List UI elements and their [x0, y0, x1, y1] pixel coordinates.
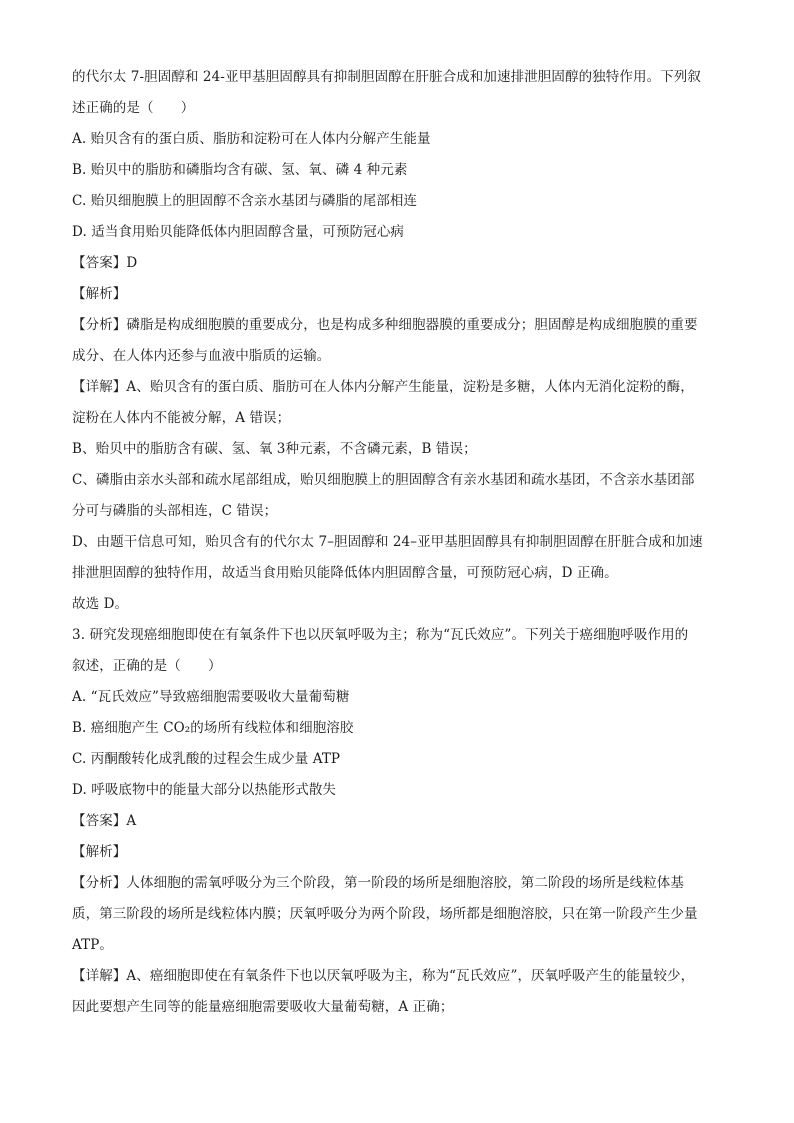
question-3-stem: 叙述，正确的是（ ）: [72, 658, 222, 674]
option-a: A. “瓦氏效应”导致癌细胞需要吸收大量葡萄糖: [72, 689, 350, 705]
conclusion-text: 故选 D。: [72, 596, 129, 612]
analysis-text: 【分析】磷脂是构成细胞膜的重要成分，也是构成多种细胞器膜的重要成分；胆固醇是构成细胞膜的重要: [72, 317, 698, 333]
option-a: A. 贻贝含有的蛋白质、脂肪和淀粉可在人体内分解产生能量: [72, 131, 431, 147]
detail-text: 淀粉在人体内不能被分解，A 错误；: [72, 410, 291, 426]
document-page: [72, 62, 722, 1023]
answer-label: 【答案】A: [72, 813, 137, 829]
detail-text: B、贻贝中的脂肪含有碳、氢、氧 3种元素，不含磷元素，B 错误；: [72, 441, 477, 457]
answer-label: 【答案】D: [72, 255, 138, 271]
option-c: C. 丙酮酸转化成乳酸的过程会生成少量 ATP: [72, 751, 341, 767]
detail-text: 排泄胆固醇的独特作用，故适当食用贻贝能降低体内胆固醇含量，可预防冠心病，D 正确。: [72, 565, 618, 581]
text-line: 述正确的是（ ）: [72, 100, 195, 116]
option-d: D. 呼吸底物中的能量大部分以热能形式散失: [72, 782, 337, 798]
text-line: 的代尔太 7-胆固醇和 24-亚甲基胆固醇具有抑制胆固醇在肝脏合成和加速排泄胆固醇的独特作用。下列叙: [72, 69, 701, 85]
detail-text: 【详解】A、癌细胞即使在有氧条件下也以厌氧呼吸为主，称为“瓦氏效应”，厌氧呼吸产生的能量较少，: [72, 968, 695, 984]
analysis-text: 【分析】人体细胞的需氧呼吸分为三个阶段，第一阶段的场所是细胞溶胶，第二阶段的场所是线粒体基: [72, 875, 684, 891]
analysis-text: ATP。: [72, 937, 113, 953]
question-3-stem: 3. 研究发现癌细胞即使在有氧条件下也以厌氧呼吸为主；称为“瓦氏效应”。下列关于癌细胞呼吸作用的: [72, 627, 689, 643]
analysis-label: 【解析】: [72, 844, 127, 860]
option-b: B. 贻贝中的脂肪和磷脂均含有碳、氢、氧、磷 4 种元素: [72, 162, 408, 178]
analysis-text: 质，第三阶段的场所是线粒体内膜；厌氧呼吸分为两个阶段，场所都是细胞溶胶，只在第一阶段产生少量: [72, 906, 698, 922]
option-d: D. 适当食用贻贝能降低体内胆固醇含量，可预防冠心病: [72, 224, 405, 240]
analysis-text: 成分、在人体内还参与血液中脂质的运输。: [72, 348, 331, 364]
detail-text: C、磷脂由亲水头部和疏水尾部组成，贻贝细胞膜上的胆固醇含有亲水基团和疏水基团，不含亲水基团部: [72, 472, 695, 488]
detail-text: 【详解】A、贻贝含有的蛋白质、脂肪可在人体内分解产生能量，淀粉是多糖，人体内无消化淀粉的酶，: [72, 379, 694, 395]
analysis-label: 【解析】: [72, 286, 127, 302]
detail-text: 因此要想产生同等的能量癌细胞需要吸收大量葡萄糖，A 正确；: [72, 999, 454, 1015]
option-b: B. 癌细胞产生 CO₂的场所有线粒体和细胞溶胶: [72, 720, 354, 736]
detail-text: D、由题干信息可知，贻贝含有的代尔太 7–胆固醇和 24–亚甲基胆固醇具有抑制胆固醇在肝脏合成和加速: [72, 534, 703, 550]
detail-text: 分可与磷脂的头部相连，C 错误；: [72, 503, 278, 519]
option-c: C. 贻贝细胞膜上的胆固醇不含亲水基团与磷脂的尾部相连: [72, 193, 418, 209]
